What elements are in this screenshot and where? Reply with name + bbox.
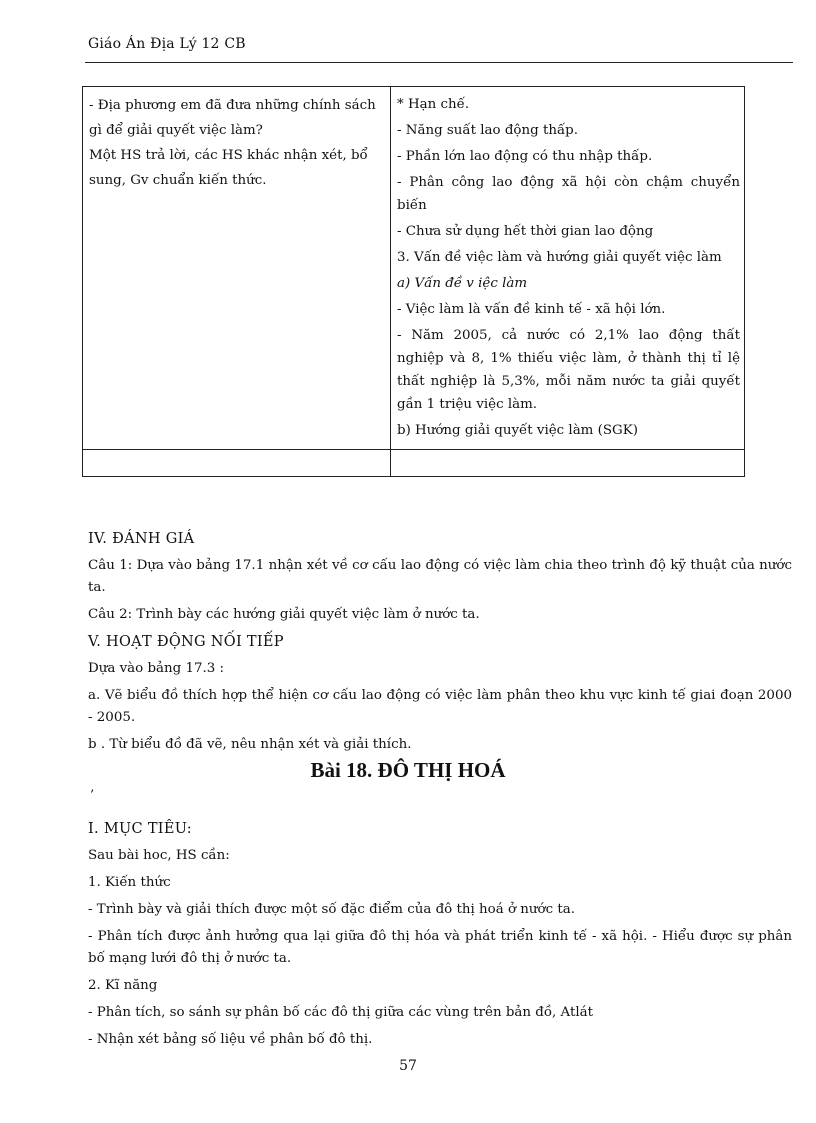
skills-item: - Phân tích, so sánh sự phân bố các đô thị giữa các vùng trên bản đồ, Atlát bbox=[88, 1005, 593, 1020]
lesson-table bbox=[82, 86, 745, 477]
table-row-empty bbox=[83, 450, 745, 477]
right-line: - Chưa sử dụng hết thời gian lao động bbox=[397, 224, 654, 239]
lesson-title: Bài 18. ĐÔ THỊ HOÁ bbox=[310, 758, 506, 782]
evaluation-section bbox=[88, 528, 792, 761]
teacher-activity-cell bbox=[83, 87, 391, 450]
followup-heading: V. HOẠT ĐỘNG NỐI TIẾP bbox=[88, 634, 284, 650]
empty-cell bbox=[83, 450, 391, 477]
right-line: 3. Vấn đề việc làm và hướng giải quyết việc làm bbox=[397, 250, 722, 265]
right-line: b) Hướng giải quyết việc làm (SGK) bbox=[397, 423, 638, 438]
evaluation-heading: IV. ĐÁNH GIÁ bbox=[88, 531, 195, 547]
after-lesson-text: Sau bài hoc, HS cần: bbox=[88, 848, 230, 863]
page-header: Giáo Án Địa Lý 12 CB bbox=[88, 36, 246, 52]
table-row bbox=[83, 87, 745, 450]
left-line: Một HS trả lời, các HS khác nhận xét, bổ sung, Gv chuẩn kiến thức. bbox=[89, 148, 368, 188]
header-divider bbox=[85, 62, 793, 63]
stray-mark: ’ bbox=[90, 788, 95, 803]
right-line: - Phần lớn lao động có thu nhập thấp. bbox=[397, 149, 653, 164]
right-line: * Hạn chế. bbox=[397, 97, 470, 112]
right-line: - Năng suất lao động thấp. bbox=[397, 123, 578, 138]
content-cell bbox=[391, 87, 745, 450]
objectives-heading: I. MỤC TIÊU: bbox=[88, 821, 192, 837]
evaluation-question-1: Câu 1: Dựa vào bảng 17.1 nhận xét về cơ cấu lao động có việc làm chia theo trình độ kỹ thuật của nước ta. bbox=[88, 558, 792, 595]
skills-item: - Nhận xét bảng số liệu về phân bố đô thị. bbox=[88, 1032, 373, 1047]
followup-task-b: b . Từ biểu đồ đã vẽ, nêu nhận xét và giải thích. bbox=[88, 737, 412, 752]
followup-intro: Dựa vào bảng 17.3 : bbox=[88, 661, 225, 676]
right-line: - Việc làm là vấn đề kinh tế - xã hội lớn. bbox=[397, 302, 666, 317]
objectives-section bbox=[88, 818, 792, 1056]
knowledge-item: - Trình bày và giải thích được một số đặc điểm của đô thị hoá ở nước ta. bbox=[88, 902, 575, 917]
page-number: 57 bbox=[399, 1058, 417, 1074]
skills-heading: 2. Kĩ năng bbox=[88, 978, 158, 993]
empty-cell bbox=[391, 450, 745, 477]
right-line: a) Vấn đề v iệc làm bbox=[397, 276, 528, 291]
right-line: - Phân công lao động xã hội còn chậm chuyển biến bbox=[397, 175, 740, 213]
right-line: - Năm 2005, cả nước có 2,1% lao động thất nghiệp và 8, 1% thiếu việc làm, ở thành thị tỉ lệ thất nghiệp là 5,3%, mỗi năm nước ta giải quyết gần 1 triệu việc làm. bbox=[397, 328, 740, 412]
left-line: - Địa phương em đã đưa những chính sách gì để giải quyết việc làm? bbox=[89, 98, 376, 138]
evaluation-question-2: Câu 2: Trình bày các hướng giải quyết việc làm ở nước ta. bbox=[88, 607, 480, 622]
knowledge-item: - Phân tích được ảnh hưởng qua lại giữa đô thị hóa và phát triển kinh tế - xã hội. - Hiểu được sự phân bố mạng lưới đô thị ở nước ta. bbox=[88, 929, 792, 966]
knowledge-heading: 1. Kiến thức bbox=[88, 875, 171, 890]
followup-task-a: a. Vẽ biểu đồ thích hợp thể hiện cơ cấu lao động có việc làm phân theo khu vực kinh tế giai đoạn 2000 - 2005. bbox=[88, 688, 792, 725]
